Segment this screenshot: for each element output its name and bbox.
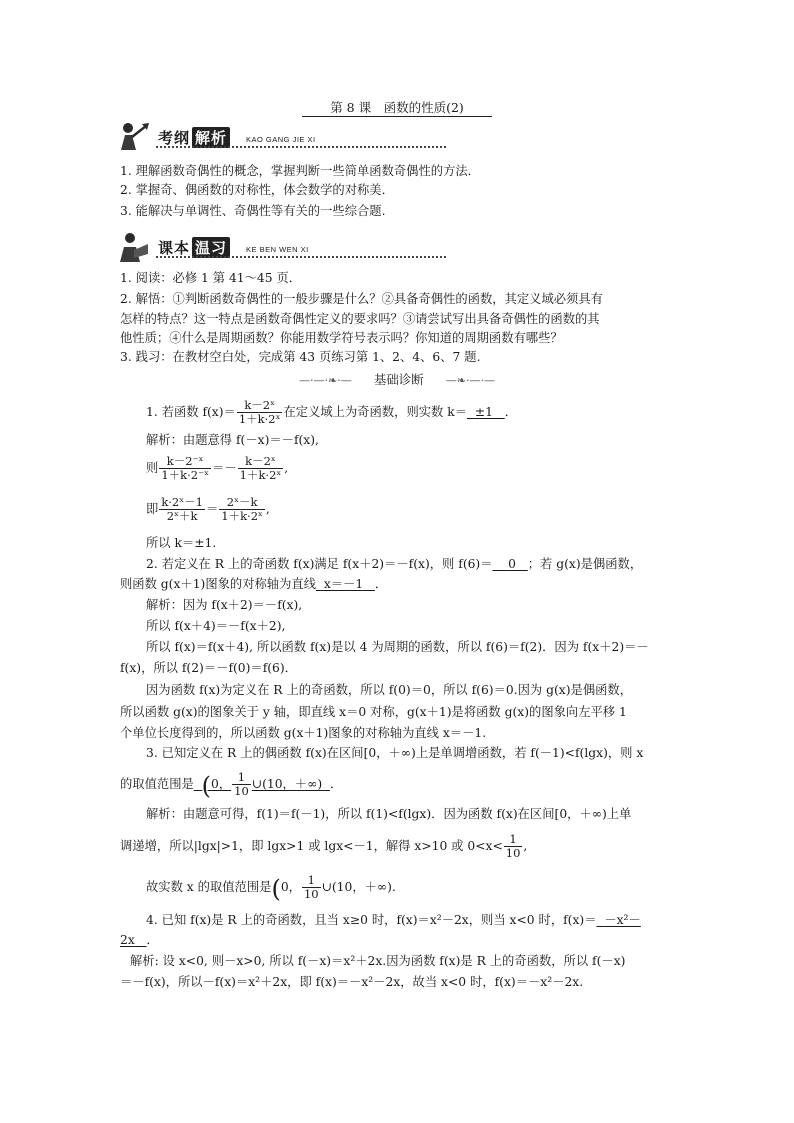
p1-solution-1: 解析：由题意得 f(－x)＝－f(x),: [146, 433, 319, 447]
section-heading: 基础诊断: [373, 372, 424, 387]
p3-solution-2: 调递增，所以|lgx|>1，即 lgx>1 或 lgx<－1，解得 x>10 或 0<x< $\frac{1}{10}$ ,: [120, 832, 528, 860]
problem-4-line2: 2x ．: [120, 933, 159, 947]
kaogang-item-3: 3. 能解决与单调性、奇偶性等有关的一些综合题.: [120, 204, 386, 218]
banner-pinyin: KE BEN WEN XI: [246, 245, 309, 254]
banner-rule: [156, 256, 446, 258]
banner-label: 课本 温习: [158, 237, 230, 258]
p2-solution-3: 所以 f(x)＝f(x＋4), 所以函数 f(x)是以 4 为周期的函数，所以 f(6)＝f(2)．因为 f(x＋2)＝－: [146, 640, 649, 654]
p4-solution-1: 解析: 设 x<0, 则－x>0, 所以 f(－x)＝x²＋2x.因为函数 f(x)是 R 上的奇函数，所以 f(－x): [130, 954, 626, 968]
kaogang-item-1: 1. 理解函数奇偶性的概念，掌握判断一些简单函数奇偶性的方法．: [120, 164, 480, 178]
lesson-title-text: 第 8 课 函数的性质(2): [302, 100, 492, 117]
kaogang-item-2: 2. 掌握奇、偶函数的对称性，体会数学的对称美．: [120, 183, 394, 197]
p2-solution-7: 个单位长度得到的，所以函数 g(x＋1)图象的对称轴为直线 x＝－1.: [120, 726, 487, 740]
reading-student-icon: [116, 230, 152, 264]
keben-q2-line3: 他性质；④什么是周期函数？你能用数学符号表示吗？你知道的周期函数有哪些？: [120, 331, 563, 345]
fraction: $\frac{\text{k－2ˣ}}{\text{1＋k·2ˣ}}$: [238, 398, 281, 426]
problem-2-line1: 2. 若定义在 R 上的奇函数 f(x)满足 f(x＋2)＝－f(x)，则 f(6)＝ 0 ；若 g(x)是偶函数，: [146, 557, 643, 571]
p2-solution-2: 所以 f(x＋4)＝－f(x＋2),: [146, 619, 286, 633]
problem-4-line1: 4. 已知 f(x)是 R 上的奇函数，且当 x≥0 时，f(x)＝x²－2x，则当 x<0 时，f(x)＝ －x²－: [146, 913, 641, 927]
p2-solution-6: 所以函数 g(x)的图象关于 y 轴，即直线 x＝0 对称，g(x＋1)是将函数 g(x)的图象向左平移 1: [120, 705, 627, 719]
fraction: $\frac{\text{2ˣ－k}}{\text{1＋k·2ˣ}}$: [221, 495, 263, 523]
problem-2-line2: 则函数 g(x＋1)图象的对称轴为直线 x＝－1 ．: [120, 577, 388, 591]
problem-1: 1. 若函数 f(x)＝ $\frac{\text{k－2ˣ}}{\text{1＋k·2ˣ}}$ 在定义域上为奇函数，则实数 k＝ ±1 ．: [146, 398, 518, 426]
p1-step-then: 则 $\frac{\text{k－2⁻ˣ}}{\text{1＋k·2⁻ˣ}}$ ＝－ $\frac{\text{k－2ˣ}}{\text{1＋k·2ˣ}}$ ,: [146, 454, 289, 482]
fraction: $\frac{1}{10}$: [234, 770, 249, 798]
keben-q2-line2: 怎样的特点？这一特点是函数奇偶性定义的要求吗？③请尝试写出具备奇偶性的函数的其: [120, 312, 600, 326]
banner-rule: [156, 146, 446, 148]
section-banner-kaogang: [116, 120, 366, 154]
keben-read: 1. 阅读：必修 1 第 41～45 页．: [120, 271, 302, 285]
p3-solution-1: 解析：由题意可得，f(1)＝f(－1)，所以 f(1)<f(lgx)．因为函数 f(x)在区间[0，＋∞)上单: [146, 807, 632, 821]
fraction: $\frac{1}{10}$: [303, 873, 319, 901]
problem-3-line2: 的取值范围是 (0， $\frac{1}{10}$ ∪(10，＋∞) ．: [120, 770, 343, 800]
section-divider: [0, 370, 794, 388]
p3-solution-3: 故实数 x 的取值范围是(0， $\frac{1}{10}$ ∪(10，＋∞).: [146, 873, 396, 903]
p4-solution-2: ＝－f(x)，所以－f(x)＝x²＋2x，即 f(x)＝－x²－2x，故当 x<0 时，f(x)＝－x²－2x.: [120, 975, 584, 989]
fraction: $\frac{\text{k－2ˣ}}{\text{1＋k·2ˣ}}$: [239, 454, 282, 482]
fraction: $\frac{\text{k·2ˣ－1}}{\text{2ˣ＋k}}$: [161, 495, 203, 523]
answer-blank: (0， $\frac{1}{10}$ ∪(10，＋∞): [201, 770, 323, 800]
answer-blank: 2x: [120, 933, 135, 947]
student-figure-icon: [116, 120, 152, 154]
keben-q2-line1: 2. 解悟：①判断函数奇偶性的一般步骤是什么？②具备奇偶性的函数，其定义域必须具有: [120, 292, 603, 306]
p1-step-ji: 即 $\frac{\text{k·2ˣ－1}}{\text{2ˣ＋k}}$ ＝ $\frac{\text{2ˣ－k}}{\text{1＋k·2ˣ}}$ ,: [146, 495, 270, 523]
p2-solution-4: f(x)，所以 f(2)＝－f(0)＝f(6)．: [120, 661, 297, 675]
p1-conclusion: 所以 k＝±1.: [146, 536, 217, 550]
keben-q3: 3. 践习：在教材空白处，完成第 43 页练习第 1、2、4、6、7 题.: [120, 350, 481, 364]
ornament-left: —·—·❧·—: [299, 374, 352, 387]
fraction: $\frac{1}{10}$: [505, 832, 521, 860]
section-banner-keben: [116, 230, 366, 264]
p2-solution-1: 解析：因为 f(x＋2)＝－f(x),: [146, 598, 303, 612]
lesson-title: [0, 100, 794, 115]
problem-3-line1: 3. 已知定义在 R 上的偶函数 f(x)在区间[0，＋∞)上是单调增函数，若 f(－1)<f(lgx)，则 x: [146, 746, 644, 760]
answer-blank: －x²－: [604, 913, 641, 927]
fraction: $\frac{\text{k－2⁻ˣ}}{\text{1＋k·2⁻ˣ}}$: [161, 454, 210, 482]
answer-blank: ±1: [474, 405, 493, 419]
p2-solution-5: 因为函数 f(x)为定义在 R 上的奇函数，所以 f(0)＝0，所以 f(6)＝0.因为 g(x)是偶函数，: [146, 683, 633, 697]
banner-label: 考纲 解析: [158, 127, 230, 148]
answer-blank: x＝－1: [323, 577, 364, 591]
answer-blank: 0: [508, 557, 516, 571]
banner-pinyin: KAO GANG JIE XI: [246, 135, 316, 144]
ornament-right: —❧·—·—: [445, 374, 495, 387]
